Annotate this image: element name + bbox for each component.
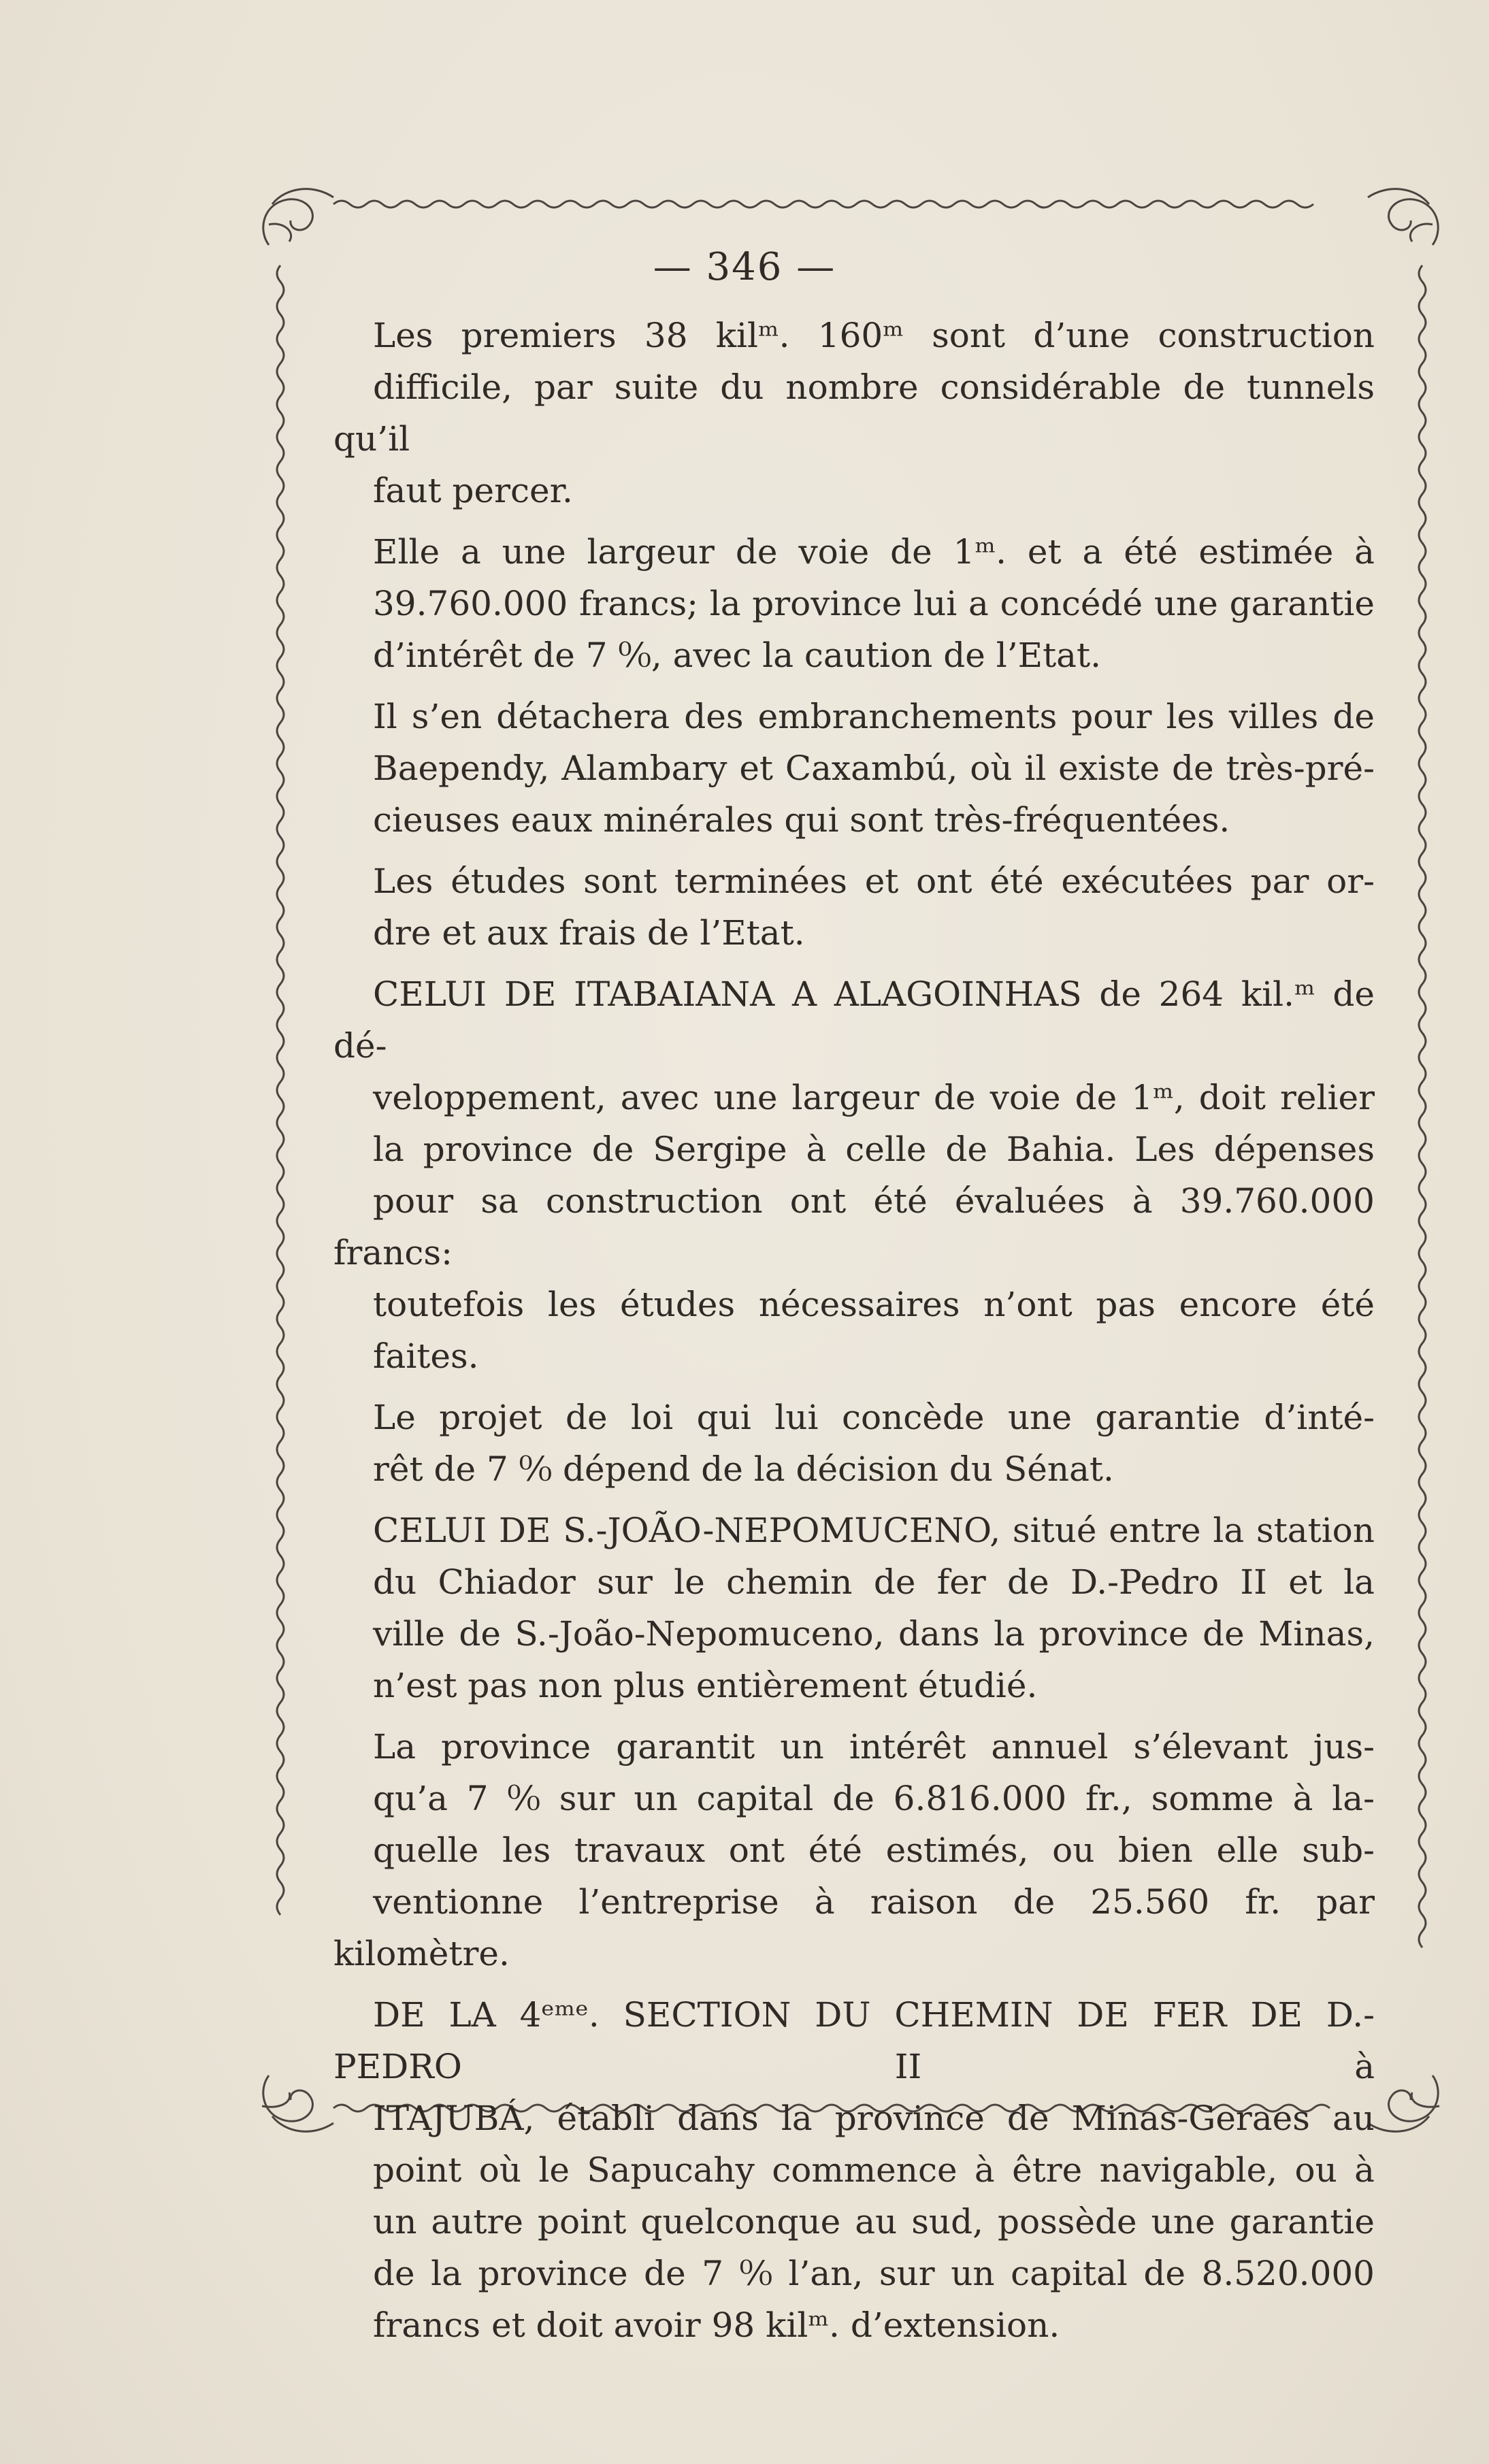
- text-line: difficile, par suite du nombre considérable de tunnels qu’il: [333, 367, 1375, 459]
- top-wavy-rule: [333, 201, 1313, 208]
- text-line: Baependy, Alambary et Caxambú, où il existe de très-pré-: [373, 749, 1375, 788]
- corner-ornament-bottom-right: [1368, 2075, 1439, 2131]
- paragraph: [333, 691, 1375, 846]
- text-line: pour sa construction ont été évaluées à 39.760.000 francs:: [333, 1181, 1375, 1272]
- paragraph: [333, 968, 1375, 1382]
- text-line: du Chiador sur le chemin de fer de D.-Pedro II et la: [373, 1562, 1375, 1602]
- paragraph: [333, 855, 1375, 959]
- text-line: Les études sont terminées et ont été exécutées par or-: [373, 861, 1375, 901]
- text-line: ville de S.-João-Nepomuceno, dans la province de Minas,: [373, 1614, 1375, 1654]
- text-line: ITAJUBÁ, établi dans la province de Minas-Geraes au: [373, 2099, 1375, 2138]
- text-line: CELUI DE S.-JOÃO-NEPOMUCENO, situé entre la station: [373, 1511, 1375, 1550]
- paragraph: [333, 1505, 1375, 1711]
- text-line: rêt de 7 ⁰⁄₀ dépend de la décision du Sénat.: [373, 1449, 1114, 1489]
- text-line: Le projet de loi qui lui concède une garantie d’inté-: [373, 1398, 1375, 1437]
- text-line: 39.760.000 francs; la province lui a concédé une garantie: [373, 584, 1375, 623]
- text-line: un autre point quelconque au sud, possède une garantie: [373, 2202, 1375, 2241]
- paragraph: [333, 526, 1375, 681]
- text-line: dre et aux frais de l’Etat.: [373, 913, 805, 953]
- page-number: — 346 —: [653, 245, 836, 289]
- text-line: ventionne l’entreprise à raison de 25.560 fr. par kilomètre.: [333, 1882, 1375, 1973]
- text-line: Il s’en détachera des embranchements pour les villes de: [373, 697, 1375, 736]
- text-line: DE LA 4ᵉᵐᵉ. SECTION DU CHEMIN DE FER DE D.-PEDRO II à: [333, 1995, 1375, 2086]
- text-line: cieuses eaux minérales qui sont très-fréquentées.: [373, 800, 1230, 840]
- body-text: [333, 310, 1375, 2351]
- corner-ornament-bottom-left: [262, 2075, 333, 2131]
- text-line: faites.: [373, 1336, 479, 1376]
- text-line: Les premiers 38 kilᵐ. 160ᵐ sont d’une construction: [373, 316, 1375, 355]
- text-line: Elle a une largeur de voie de 1ᵐ. et a été estimée à: [373, 532, 1375, 572]
- text-line: La province garantit un intérêt annuel s’élevant jus-: [373, 1727, 1375, 1767]
- paragraph: [333, 1721, 1375, 1980]
- text-line: quelle les travaux ont été estimés, ou bien elle sub-: [373, 1830, 1375, 1870]
- paragraph: [333, 1989, 1375, 2351]
- text-line: de la province de 7 ⁰⁄₀ l’an, sur un capital de 8.520.000: [373, 2254, 1375, 2293]
- left-wavy-rule: [277, 265, 284, 1915]
- text-line: toutefois les études nécessaires n’ont pas encore été: [373, 1285, 1375, 1324]
- text-line: francs et doit avoir 98 kilᵐ. d’extension.: [373, 2305, 1060, 2345]
- text-line: qu’a 7 ⁰⁄₀ sur un capital de 6.816.000 fr., somme à la-: [373, 1779, 1375, 1818]
- text-line: CELUI DE ITABAIANA A ALAGOINHAS de 264 kil.ᵐ de dé-: [333, 974, 1375, 1066]
- right-wavy-rule: [1419, 265, 1426, 1948]
- text-line: n’est pas non plus entièrement étudié.: [373, 1666, 1038, 1705]
- text-line: point où le Sapucahy commence à être navigable, ou à: [373, 2150, 1375, 2190]
- text-line: faut percer.: [373, 471, 573, 510]
- corner-ornament-top-right: [1368, 189, 1438, 245]
- paragraph: [333, 310, 1375, 516]
- text-line: veloppement, avec une largeur de voie de 1ᵐ, doit relier: [373, 1078, 1375, 1117]
- text-line: d’intérêt de 7 ⁰⁄₀, avec la caution de l’Etat.: [373, 636, 1101, 675]
- corner-ornament-top-left: [263, 189, 333, 245]
- paragraph: [333, 1392, 1375, 1495]
- text-line: la province de Sergipe à celle de Bahia. Les dépenses: [373, 1130, 1375, 1169]
